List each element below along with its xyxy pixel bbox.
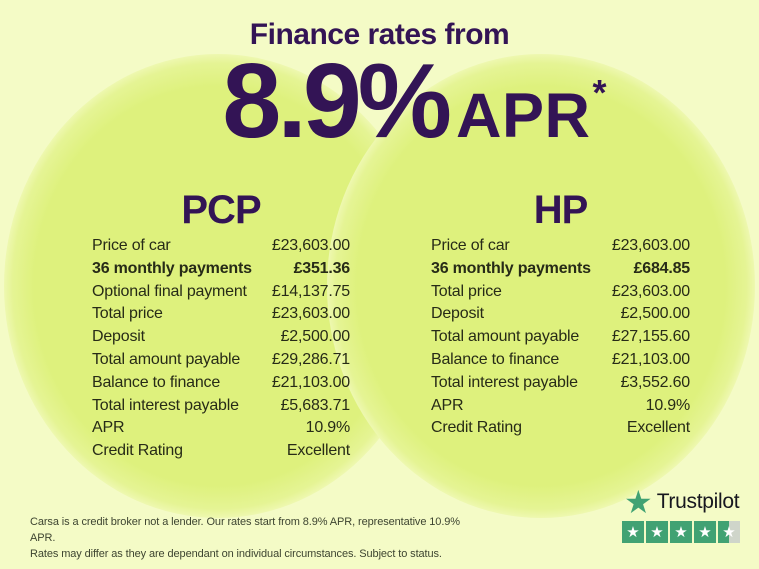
finance-row-value: £3,552.60: [620, 373, 690, 391]
trustpilot-rating: [622, 521, 740, 543]
star-icon: ★: [650, 523, 664, 541]
finance-row-value: £351.36: [293, 259, 350, 277]
finance-row-value: £23,603.00: [271, 237, 350, 254]
star-icon: ★: [674, 523, 688, 541]
finance-row: [92, 419, 350, 442]
rate-asterisk: *: [592, 72, 607, 113]
pcp-table: [92, 237, 350, 465]
finance-row-label: Total amount payable: [431, 328, 580, 346]
finance-row: [431, 237, 690, 260]
finance-row: [92, 374, 350, 397]
finance-row-label: Deposit: [431, 305, 484, 323]
trustpilot-logo: [624, 486, 739, 518]
finance-row: [431, 305, 690, 328]
finance-row-value: £23,603.00: [611, 237, 690, 254]
finance-row-label: Total interest payable: [431, 373, 578, 391]
finance-row-value: 10.9%: [645, 396, 690, 414]
finance-row: [431, 419, 690, 442]
finance-row-label: Credit Rating: [92, 442, 183, 460]
finance-row-value: £2,500.00: [620, 305, 690, 323]
trustpilot-star-box: [622, 521, 644, 543]
finance-row-label: Balance to finance: [431, 350, 560, 368]
finance-row-value: £23,603.00: [271, 305, 350, 323]
finance-row-label: Total interest payable: [92, 396, 239, 414]
finance-row: [92, 305, 350, 328]
rate-unit: APR: [456, 81, 591, 151]
finance-row-value: £29,286.71: [271, 350, 350, 368]
finance-row: [92, 283, 350, 306]
disclaimer-line-2: Rates may differ as they are dependant on individual circumstances. Subject to status.: [30, 548, 442, 560]
pcp-heading: PCP: [181, 188, 261, 232]
finance-row-value: £21,103.00: [611, 350, 690, 368]
finance-row-label: 36 monthly payments: [431, 259, 591, 277]
finance-row-label: Credit Rating: [431, 419, 522, 437]
finance-row-value: Excellent: [286, 442, 350, 460]
finance-row-value: £14,137.75: [271, 282, 350, 300]
finance-row-label: Deposit: [92, 328, 145, 346]
finance-row-label: Total amount payable: [92, 350, 241, 368]
finance-row-value: £2,500.00: [280, 328, 350, 346]
star-icon: ★: [626, 523, 640, 541]
finance-row-label: 36 monthly payments: [92, 259, 252, 277]
disclaimer-line-1: Carsa is a credit broker not a lender. Our rates start from 8.9% APR, representative 10.9% APR.: [30, 516, 460, 544]
finance-row: [92, 328, 350, 351]
rate-value: 8.9%: [222, 42, 449, 160]
finance-row-label: Total price: [92, 305, 163, 323]
finance-row-value: £23,603.00: [611, 282, 690, 300]
finance-row-value: £684.85: [633, 259, 690, 277]
finance-row-label: Total price: [431, 282, 502, 300]
finance-row-label: APR: [431, 396, 464, 414]
finance-row-label: Price of car: [92, 237, 171, 254]
finance-row-value: £5,683.71: [280, 396, 350, 414]
finance-row: [431, 328, 690, 351]
trustpilot-star-box: [670, 521, 692, 543]
finance-row-label: Price of car: [431, 237, 510, 254]
finance-row: [92, 260, 350, 283]
banner-title: Finance rates from: [249, 18, 510, 51]
star-icon: ★: [698, 523, 712, 541]
trustpilot-star-icon: ★: [624, 484, 653, 520]
finance-row: [431, 397, 690, 420]
headline-rate: [0, 42, 759, 160]
trustpilot-star-box: [694, 521, 716, 543]
hp-heading: HP: [533, 188, 588, 232]
star-icon: ★: [722, 523, 736, 541]
trustpilot-star-box: [646, 521, 668, 543]
finance-row: [92, 397, 350, 420]
finance-row: [92, 351, 350, 374]
finance-row: [92, 442, 350, 465]
disclaimer-text: [30, 514, 460, 562]
trustpilot-brand-name: Trustpilot: [656, 490, 740, 513]
finance-row-value: Excellent: [626, 419, 690, 437]
finance-row-label: Optional final payment: [92, 282, 247, 300]
finance-row: [431, 260, 690, 283]
finance-row: [431, 283, 690, 306]
finance-row-label: Balance to finance: [92, 373, 221, 391]
finance-row: [431, 374, 690, 397]
finance-row-value: £21,103.00: [271, 373, 350, 391]
finance-row-value: £27,155.60: [611, 328, 690, 346]
finance-row-label: APR: [92, 419, 125, 437]
hp-table: [431, 237, 690, 442]
finance-row: [92, 237, 350, 260]
finance-row: [431, 351, 690, 374]
finance-row-value: 10.9%: [305, 419, 350, 437]
trustpilot-star-box: [718, 521, 740, 543]
